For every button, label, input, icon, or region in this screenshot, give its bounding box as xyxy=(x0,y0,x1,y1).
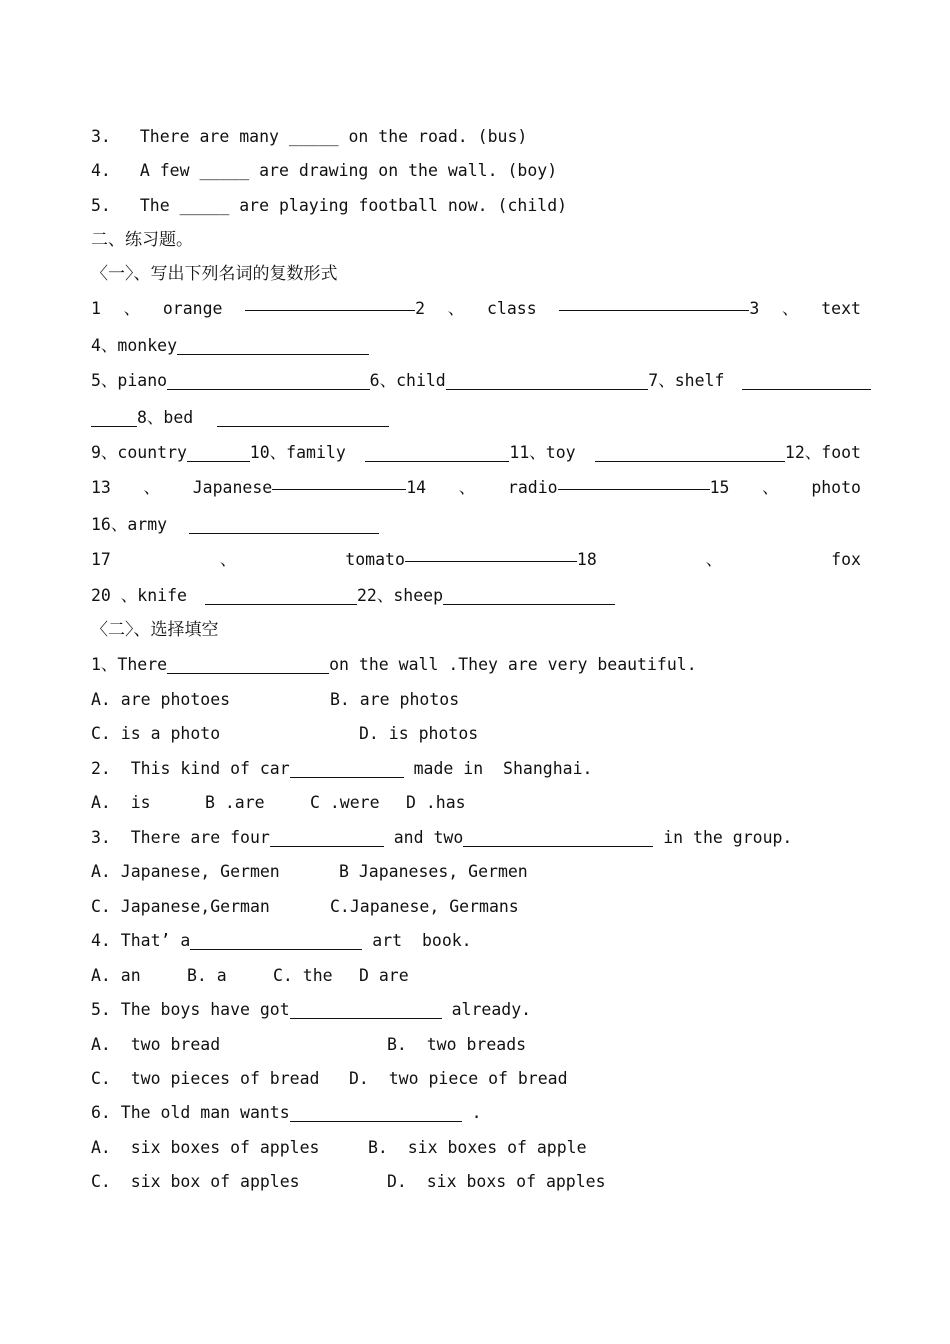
part-title: 〈二〉、选择填空 xyxy=(91,620,219,640)
option[interactable]: B .are xyxy=(205,793,265,812)
option[interactable]: A. are photoes xyxy=(91,690,231,709)
answer-line[interactable] xyxy=(91,409,137,427)
item-number: 18 xyxy=(576,550,597,569)
option[interactable]: C. six box of apples xyxy=(91,1172,300,1191)
option[interactable]: D. six boxs of apples xyxy=(387,1172,606,1191)
answer-line[interactable] xyxy=(559,293,749,311)
question-stem xyxy=(91,653,861,677)
question-text: . xyxy=(461,1103,482,1122)
section-title: 二、练习题。 xyxy=(91,230,193,250)
option-row xyxy=(91,722,861,746)
plural-row xyxy=(91,297,861,321)
plural-row xyxy=(91,441,861,465)
word: fox xyxy=(831,550,861,569)
option[interactable]: B Japaneses, Germen xyxy=(339,862,528,881)
plural-row xyxy=(91,334,861,358)
item-number: 13 xyxy=(91,478,111,497)
word: 22、sheep xyxy=(356,586,444,605)
separator: 、 xyxy=(762,478,779,497)
plural-row xyxy=(91,548,861,572)
answer-line[interactable] xyxy=(167,372,370,390)
sentence-line xyxy=(91,194,861,218)
plural-row xyxy=(91,513,861,537)
question-text: on the wall .They are very beautiful. xyxy=(329,655,697,674)
word: Japanese xyxy=(192,478,273,497)
word: 4、monkey xyxy=(91,336,178,355)
sentence-text: There are many xyxy=(139,127,279,146)
question-text: 2. This kind of car xyxy=(91,759,290,778)
question-text: made in Shanghai. xyxy=(403,759,593,778)
answer-blank: _____ xyxy=(288,127,339,146)
separator: 、 xyxy=(143,478,161,497)
word: 7、shelf xyxy=(648,371,725,390)
question-stem xyxy=(91,998,861,1022)
answer-line[interactable] xyxy=(290,760,404,778)
item-number: 4. xyxy=(91,161,111,180)
sentence-text: A few xyxy=(139,161,190,180)
option[interactable]: D are xyxy=(359,966,409,985)
question-stem xyxy=(91,826,861,850)
item-number: 3 xyxy=(749,299,760,318)
question-stem xyxy=(91,757,861,781)
section-heading xyxy=(91,228,861,252)
option-row xyxy=(91,688,861,712)
answer-line[interactable] xyxy=(245,293,415,311)
option[interactable]: C. Japanese,German xyxy=(91,897,270,916)
answer-line[interactable] xyxy=(167,656,329,674)
answer-line[interactable] xyxy=(595,444,785,462)
plural-row xyxy=(91,369,871,393)
question-stem xyxy=(91,929,861,953)
separator: 、 xyxy=(458,478,476,497)
option[interactable]: A. six boxes of apples xyxy=(91,1138,320,1157)
word: tomato xyxy=(345,550,405,569)
word: text xyxy=(821,299,861,318)
separator: 、 xyxy=(447,299,465,318)
item-number: 1 xyxy=(91,299,101,318)
answer-line[interactable] xyxy=(290,1104,462,1122)
option-row xyxy=(91,895,861,919)
option[interactable]: C .were xyxy=(310,793,380,812)
answer-blank: _____ xyxy=(179,196,230,215)
item-number: 15 xyxy=(709,478,730,497)
answer-line[interactable] xyxy=(365,444,510,462)
option[interactable]: C. is a photo xyxy=(91,724,221,743)
option-row xyxy=(91,1033,861,1057)
plural-row xyxy=(91,584,861,608)
sentence-line xyxy=(91,159,861,183)
word: class xyxy=(487,299,537,318)
option-row xyxy=(91,1170,861,1194)
answer-line[interactable] xyxy=(272,472,406,490)
sentence-text: are playing football now. xyxy=(239,196,488,215)
item-number: 2 xyxy=(415,299,426,318)
item-number: 17 xyxy=(91,550,111,569)
sentence-line xyxy=(91,125,861,149)
hint-word: (child) xyxy=(497,196,568,215)
question-text: 4. That’ a xyxy=(91,931,191,950)
question-text: already. xyxy=(441,1000,532,1019)
answer-line[interactable] xyxy=(177,337,369,355)
option-row xyxy=(91,1067,861,1091)
word: 12、foot xyxy=(784,443,861,462)
option-row xyxy=(91,1136,861,1160)
option[interactable]: C. two pieces of bread xyxy=(91,1069,320,1088)
option[interactable]: D. is photos xyxy=(359,724,479,743)
answer-line[interactable] xyxy=(405,544,577,562)
part-title: 〈一〉、写出下列名词的复数形式 xyxy=(91,264,338,284)
answer-line[interactable] xyxy=(190,932,362,950)
answer-line[interactable] xyxy=(290,1001,442,1019)
option[interactable]: C.Japanese, Germans xyxy=(330,897,519,916)
option-row xyxy=(91,860,861,884)
option[interactable]: B. six boxes of apple xyxy=(368,1138,587,1157)
answer-line[interactable] xyxy=(463,829,653,847)
sentence-text: The xyxy=(139,196,170,215)
separator: 、 xyxy=(219,550,237,569)
question-text: 1、There xyxy=(91,655,168,674)
answer-line[interactable] xyxy=(270,829,384,847)
option[interactable]: A. Japanese, Germen xyxy=(91,862,280,881)
word: 6、child xyxy=(369,371,446,390)
word: 10、family xyxy=(249,443,346,462)
word: 9、country xyxy=(91,443,187,462)
question-text: 6. The old man wants xyxy=(91,1103,290,1122)
separator: 、 xyxy=(123,299,141,318)
option[interactable]: A. is xyxy=(91,793,151,812)
word: 5、piano xyxy=(91,371,168,390)
answer-line[interactable] xyxy=(205,587,357,605)
answer-line[interactable] xyxy=(446,372,649,390)
separator: 、 xyxy=(782,299,799,318)
answer-line[interactable] xyxy=(742,372,871,390)
word: orange xyxy=(162,299,223,318)
option[interactable]: A. two bread xyxy=(91,1035,221,1054)
answer-line[interactable] xyxy=(187,444,250,462)
option[interactable]: D. two piece of bread xyxy=(349,1069,568,1088)
hint-word: (boy) xyxy=(507,161,558,180)
word: 11、toy xyxy=(509,443,576,462)
word: 8、bed xyxy=(137,408,194,427)
item-number: 3. xyxy=(91,127,111,146)
question-text: in the group. xyxy=(653,828,793,847)
sentence-text: are drawing on the wall. xyxy=(259,161,498,180)
plural-row xyxy=(91,476,861,500)
option[interactable]: A. an xyxy=(91,966,141,985)
part-heading xyxy=(91,262,861,286)
separator: 、 xyxy=(705,550,723,569)
answer-line[interactable] xyxy=(558,472,710,490)
option-row xyxy=(91,964,861,988)
part-heading xyxy=(91,618,861,642)
question-stem xyxy=(91,1101,861,1125)
question-text: art book. xyxy=(362,931,472,950)
sentence-text: on the road. xyxy=(348,127,468,146)
option[interactable]: C. the xyxy=(273,966,333,985)
word: 16、army xyxy=(91,515,168,534)
item-number: 14 xyxy=(406,478,427,497)
plural-row xyxy=(91,406,861,430)
question-text: 3. There are four xyxy=(91,828,270,847)
word: radio xyxy=(507,478,558,497)
answer-line[interactable] xyxy=(217,409,389,427)
option-row xyxy=(91,791,861,815)
word: photo xyxy=(811,478,861,497)
question-text: and two xyxy=(383,828,464,847)
option[interactable]: B. are photos xyxy=(330,690,460,709)
hint-word: (bus) xyxy=(477,127,528,146)
option[interactable]: B. a xyxy=(187,966,227,985)
answer-blank: _____ xyxy=(199,161,250,180)
option[interactable]: D .has xyxy=(406,793,466,812)
question-text: 5. The boys have got xyxy=(91,1000,290,1019)
answer-line[interactable] xyxy=(443,587,615,605)
word: 20 、knife xyxy=(91,586,187,605)
answer-line[interactable] xyxy=(189,516,379,534)
item-number: 5. xyxy=(91,196,111,215)
option[interactable]: B. two breads xyxy=(387,1035,527,1054)
